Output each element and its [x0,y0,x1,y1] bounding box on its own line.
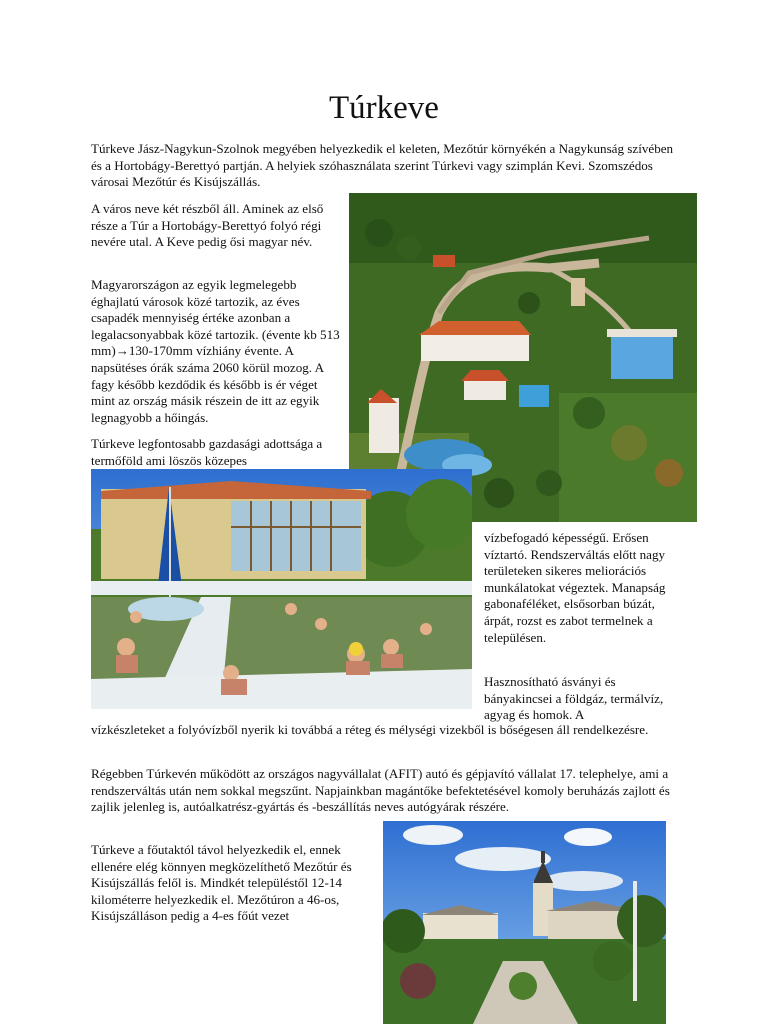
page-title: Túrkeve [329,90,439,126]
town-square-church-photo [383,821,666,1024]
paragraph-minerals-start: Hasznosítható ásványi és bányakincsei a földgáz, termálvíz, agyag és homok. A [484,674,664,723]
paragraph-name-origin: A város neve két részből áll. Aminek az első része a Túr a Hortobágy-Berettyó folyó régi nevére utal. A Keve pedig ősi magyar név. [91,201,324,250]
paragraph-intro: Túrkeve Jász-Nagykun-Szolnok megyében helyezkedik el keleten, Mezőtúr környékén a Nagykunság szívében és a Hortobágy-Berettyó partján. A helyiek szóhasználata szerint Túrkevi vagy szimplán Kevi. Szomszédos városai Mezőtúr és Kisújszállás. [91,141,674,190]
paragraph-industry: Régebben Túrkevén működött az országos nagyvállalat (AFIT) autó és gépjavító vállalat 17. telephelye, ami a rendszerváltás után nem sokkal megszűnt. Napjainkban magántőke befektetésével komoly beruházás zajlott és zajlik jelenleg is, autóalkatrész-gyártás és -beszállítás neves autógyárak részére. [91,766,670,815]
paragraph-economy-continued: vízbefogadó képességű. Erősen víztartó. Rendszerváltás előtt nagy területeken sikeres meliorációs munkálatokat végeztek. Manapság gabonaféléket, elsősorban búzát, árpát, rozst es zabot termelnek a településen. [484,530,666,645]
paragraph-climate: Magyarországon az egyik legmelegebb éghajlatú városok közé tartozik, az éves csapadék mennyiség értéke azonban a legalacsonyabbak közé tartozik. (évente kb 513 mm)→130-170mm vízhiány évente. A napsütéses órák száma 2060 körül mozog. A fagy később kezdődik és később is ér véget mint az ország másik részein de itt az egyik legnagyobb a hőingás. [91,277,340,425]
thermal-pool-photo [91,469,472,709]
paragraph-economy-start: Túrkeve legfontosabb gazdasági adottsága a termőföld ami löszös közepes [91,436,323,468]
paragraph-minerals-continued: vízkészleteket a folyóvízből nyerik ki továbbá a réteg és mélységi vizekből is bőségesen áll rendelkezésre. [91,722,649,737]
paragraph-transport: Túrkeve a főutaktól távol helyezkedik el, ennek ellenére elég könnyen megközelíthető Mezőtúr és Kisújszállás felől is. Mindkét településtől 12-14 kilométerre helyezkedik el. Mezőtúron a 46-os, Kisújszálláson pedig a 4-es főút vezet [91,842,352,924]
